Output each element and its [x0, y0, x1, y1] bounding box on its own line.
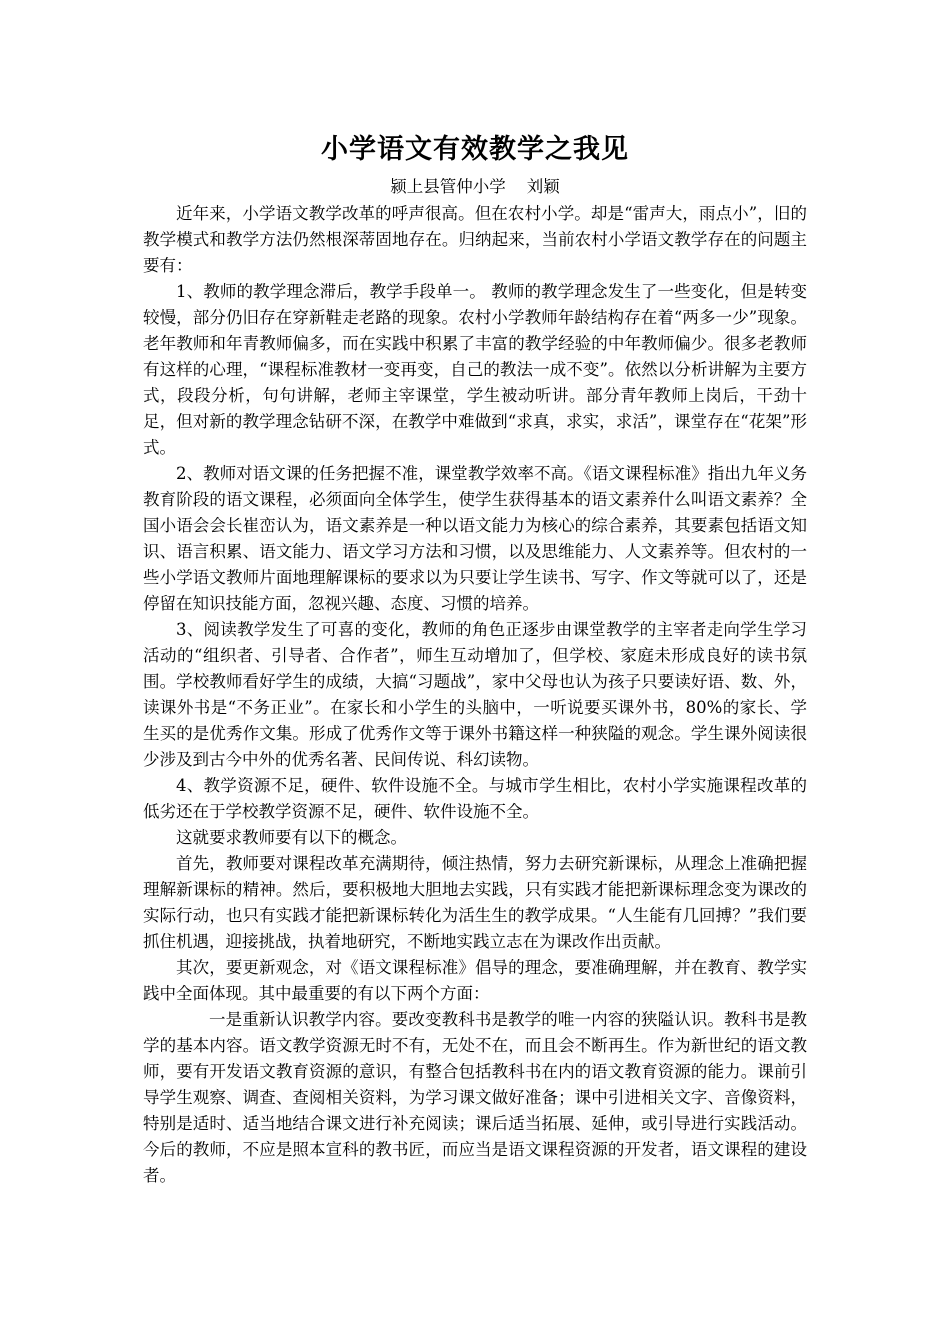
paragraph-aspect-1: 一是重新认识教学内容。要改变教科书是教学的唯一内容的狭隘认识。教科书是教学的基本内容。语文教学资源无时不有，无处不在，而且会不断再生。作为新世纪的语文教师，要有开发语文教育资源的意识，有整合包括教科书在内的语文教育资源的能力。课前引导学生观察、调查、查阅相关资料，为学习课文做好准备；课中引进相关文字、音像资料，特别是适时、适当地结合课文进行补充阅读；课后适当拓展、延伸，或引导进行实践活动。今后的教师，不应是照本宣科的教书匠，而应当是语文课程资源的开发者，语文课程的建设者。 — [143, 1010, 807, 1185]
paragraph-transition: 这就要求教师要有以下的概念。 — [176, 828, 407, 847]
document-page — [143, 130, 807, 1189]
document-body — [143, 201, 807, 1189]
paragraph-second: 其次，要更新观念，对《语文课程标准》倡导的理念，要准确理解，并在教育、教学实践中全面体现。其中最重要的有以下两个方面： — [143, 958, 807, 1003]
paragraph-first: 首先，教师要对课程改革充满期待，倾注热情，努力去研究新课标，从理念上准确把握理解新课标的精神。然后，要积极地大胆地去实践，只有实践才能把新课标理念变为课改的实际行动，也只有实践才能把新课标转化为活生生的教学成果。“人生能有几回搏？”我们要抓住机遇，迎接挑战，执着地研究，不断地实践立志在为课改作出贡献。 — [143, 854, 807, 951]
paragraph-point-4: 4、教学资源不足，硬件、软件设施不全。与城市学生相比，农村小学实施课程改革的低劣还在于学校教学资源不足，硬件、软件设施不全。 — [143, 776, 807, 821]
paragraph-point-1: 1、教师的教学理念滞后，教学手段单一。 教师的教学理念发生了一些变化，但是转变较慢，部分仍旧存在穿新鞋走老路的现象。农村小学教师年龄结构存在着“两多一少”现象。老年教师和年青教师偏多，而在实践中积累了丰富的教学经验的中年教师偏少。很多老教师有这样的心理，“课程标准教材一变再变，自己的教法一成不变”。依然以分析讲解为主要方式，段段分析，句句讲解，老师主宰课堂，学生被动听讲。部分青年教师上岗后，干劲十足，但对新的教学理念钻研不深，在教学中难做到“求真，求实，求活”，课堂存在“花架”形式。 — [143, 282, 807, 457]
paragraph-point-3: 3、阅读教学发生了可喜的变化，教师的角色正逐步由课堂教学的主宰者走向学生学习活动的“组织者、引导者、合作者”，师生互动增加了，但学校、家庭未形成良好的读书氛围。学校教师看好学生的成绩，大搞“习题战”，家中父母也认为孩子只要读好语、数、外，读课外书是“不务正业”。在家长和小学生的头脑中，一听说要买课外书，80%的家长、学生买的是优秀作文集。形成了优秀作文等于课外书籍这样一种狭隘的观念。学生课外阅读很少涉及到古今中外的优秀名著、民间传说、科幻读物。 — [143, 620, 807, 769]
document-title: 小学语文有效教学之我见 — [321, 134, 629, 165]
paragraph-intro: 近年来，小学语文教学改革的呼声很高。但在农村小学。却是“雷声大，雨点小”，旧的教学模式和教学方法仍然根深蒂固地存在。归纳起来，当前农村小学语文教学存在的问题主要有： — [143, 204, 807, 275]
author-line: 颍上县管仲小学 刘颖 — [390, 177, 560, 196]
paragraph-point-2: 2、教师对语文课的任务把握不准，课堂教学效率不高。《语文课程标准》指出九年义务教育阶段的语文课程，必须面向全体学生，使学生获得基本的语文素养什么叫语文素养？全国小语会会长崔峦认为，语文素养是一种以语文能力为核心的综合素养，其要素包括语文知识、语言积累、语文能力、语文学习方法和习惯，以及思维能力、人文素养等。但农村的一些小学语文教师片面地理解课标的要求以为只要让学生读书、写字、作文等就可以了，还是停留在知识技能方面，忽视兴趣、态度、习惯的培养。 — [143, 464, 807, 613]
